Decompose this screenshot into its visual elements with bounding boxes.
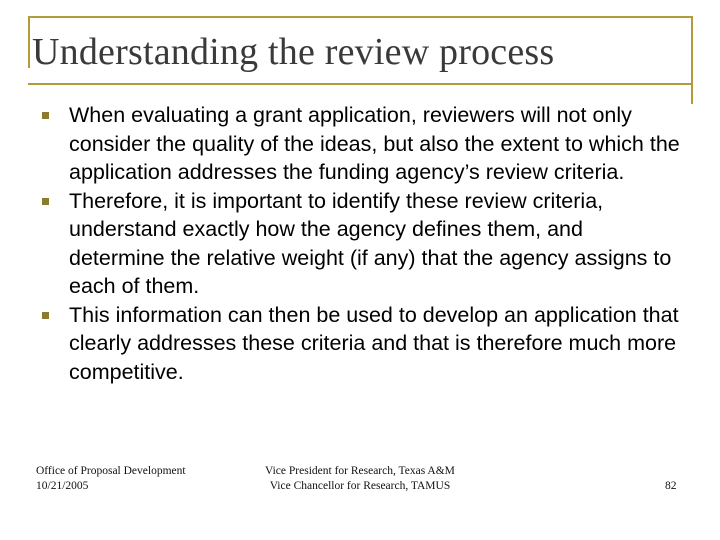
square-bullet-icon (42, 312, 49, 319)
bullet-item (40, 101, 680, 187)
footer-vc: Vice Chancellor for Research, TAMUS (269, 480, 451, 492)
bullet-item (40, 187, 680, 301)
bullet-text: This information can then be used to develop an application that clearly addresses these criteria and that is therefore much more competitive. (69, 302, 679, 384)
bullet-list (40, 101, 680, 386)
square-bullet-icon (42, 198, 49, 205)
bullet-text: Therefore, it is important to identify these review criteria, understand exactly how the agency defines them, and determine the relative weight (if any) that the agency assigns to each of them. (69, 188, 672, 298)
slide-title: Understanding the review process (32, 31, 555, 73)
title-underline (28, 83, 693, 85)
footer-left (36, 464, 186, 494)
bullet-text: When evaluating a grant application, reviewers will not only consider the quality of the ideas, but also the extent to which the application addresses the funding agency’s review criteria. (69, 103, 680, 184)
square-bullet-icon (42, 112, 49, 119)
footer-date: 10/21/2005 (36, 480, 89, 492)
footer-vp: Vice President for Research, Texas A&M (265, 465, 455, 477)
frame-line-top (28, 16, 693, 18)
footer-center (265, 464, 455, 494)
frame-line-right (691, 16, 693, 104)
frame-line-left (28, 16, 30, 68)
footer-office: Office of Proposal Development (36, 465, 186, 477)
page-number: 82 (665, 480, 677, 492)
bullet-item (40, 301, 680, 387)
